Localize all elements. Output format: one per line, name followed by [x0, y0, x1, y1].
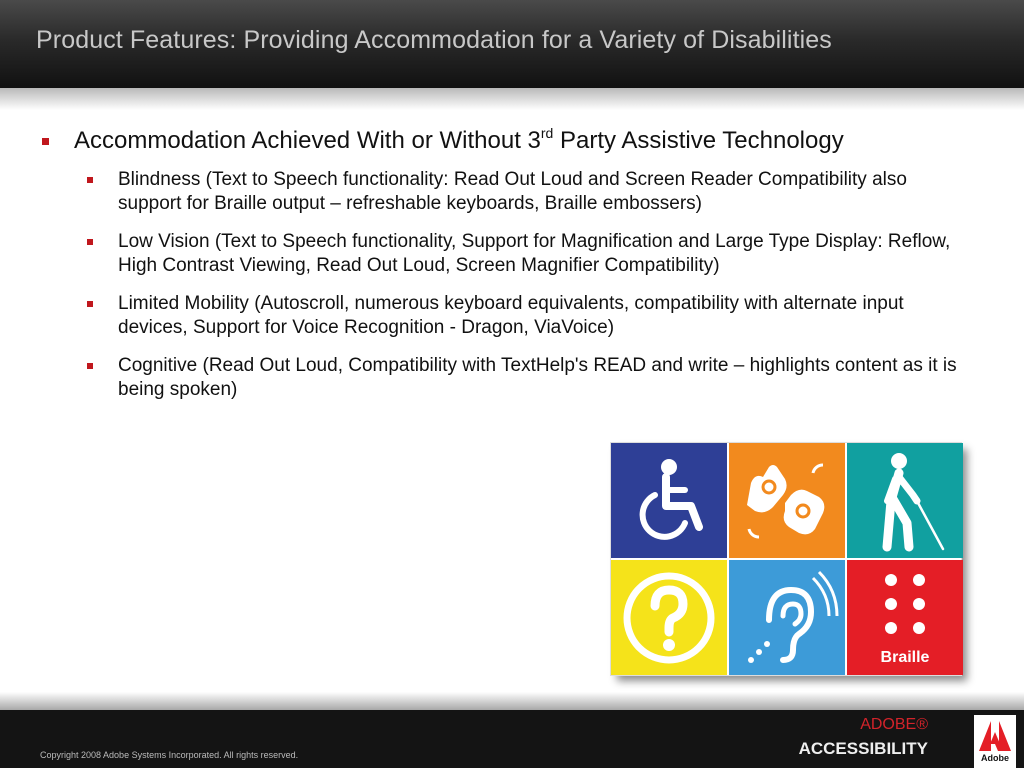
blind-person-cane-icon [847, 443, 963, 558]
tile-wheelchair [611, 443, 727, 558]
footer-shadow [0, 692, 1024, 710]
adobe-logo [974, 715, 1016, 768]
adobe-logo-text: Adobe [981, 753, 1009, 763]
tile-braille [847, 560, 963, 675]
main-bullet-text-after: Party Assistive Technology [553, 127, 844, 154]
sub-bullet-text: Limited Mobility (Autoscroll, numerous keyboard equivalents, compatibility with alternate input devices, Support for Voice Recognition - Dragon, ViaVoice) [118, 293, 904, 338]
wheelchair-icon [611, 443, 727, 558]
adobe-a-logo-icon [979, 721, 1011, 751]
sign-language-icon [729, 443, 845, 558]
hearing-assistance-icon [729, 560, 845, 675]
sub-bullet-limited-mobility [86, 292, 968, 340]
slide-content [40, 126, 970, 416]
braille-label: Braille [880, 649, 930, 666]
bullet-square-icon [42, 138, 49, 145]
brand-adobe: ADOBE® [860, 716, 928, 733]
main-bullet-text-before: Accommodation Achieved With or Without 3 [74, 127, 541, 154]
main-bullet-superscript: rd [540, 125, 554, 141]
sub-bullet-list [86, 168, 970, 402]
header-shadow [0, 88, 1024, 110]
slide-footer [0, 710, 1024, 768]
accessibility-icon-grid [611, 443, 961, 675]
main-bullet [40, 126, 970, 156]
slide-title: Product Features: Providing Accommodation for a Variety of Disabilities [36, 26, 832, 54]
slide-header [0, 0, 1024, 88]
bullet-square-icon [87, 301, 93, 307]
sub-bullet-low-vision [86, 230, 968, 278]
tile-cognitive [611, 560, 727, 675]
sub-bullet-text: Low Vision (Text to Speech functionality, Support for Magnification and Large Type Display: Reflow, High Contrast Viewing, Read Out Loud, Screen Magnifier Compatibility) [118, 231, 951, 276]
brand-accessibility: ACCESSIBILITY [798, 739, 928, 758]
sub-bullet-text: Blindness (Text to Speech functionality: Read Out Loud and Screen Reader Compatibility also support for Braille output – refreshable keyboards, Braille embossers) [118, 169, 907, 214]
bullet-square-icon [87, 177, 93, 183]
question-mark-icon [611, 560, 727, 675]
sub-bullet-cognitive [86, 354, 968, 402]
bullet-square-icon [87, 239, 93, 245]
sub-bullet-text: Cognitive (Read Out Loud, Compatibility with TextHelp's READ and write – highlights content as it is being spoken) [118, 355, 957, 400]
copyright-text: Copyright 2008 Adobe Systems Incorporated. All rights reserved. [40, 750, 299, 760]
tile-sign-language [729, 443, 845, 558]
tile-blind-cane [847, 443, 963, 558]
bullet-square-icon [87, 363, 93, 369]
tile-hearing [729, 560, 845, 675]
sub-bullet-blindness [86, 168, 968, 216]
